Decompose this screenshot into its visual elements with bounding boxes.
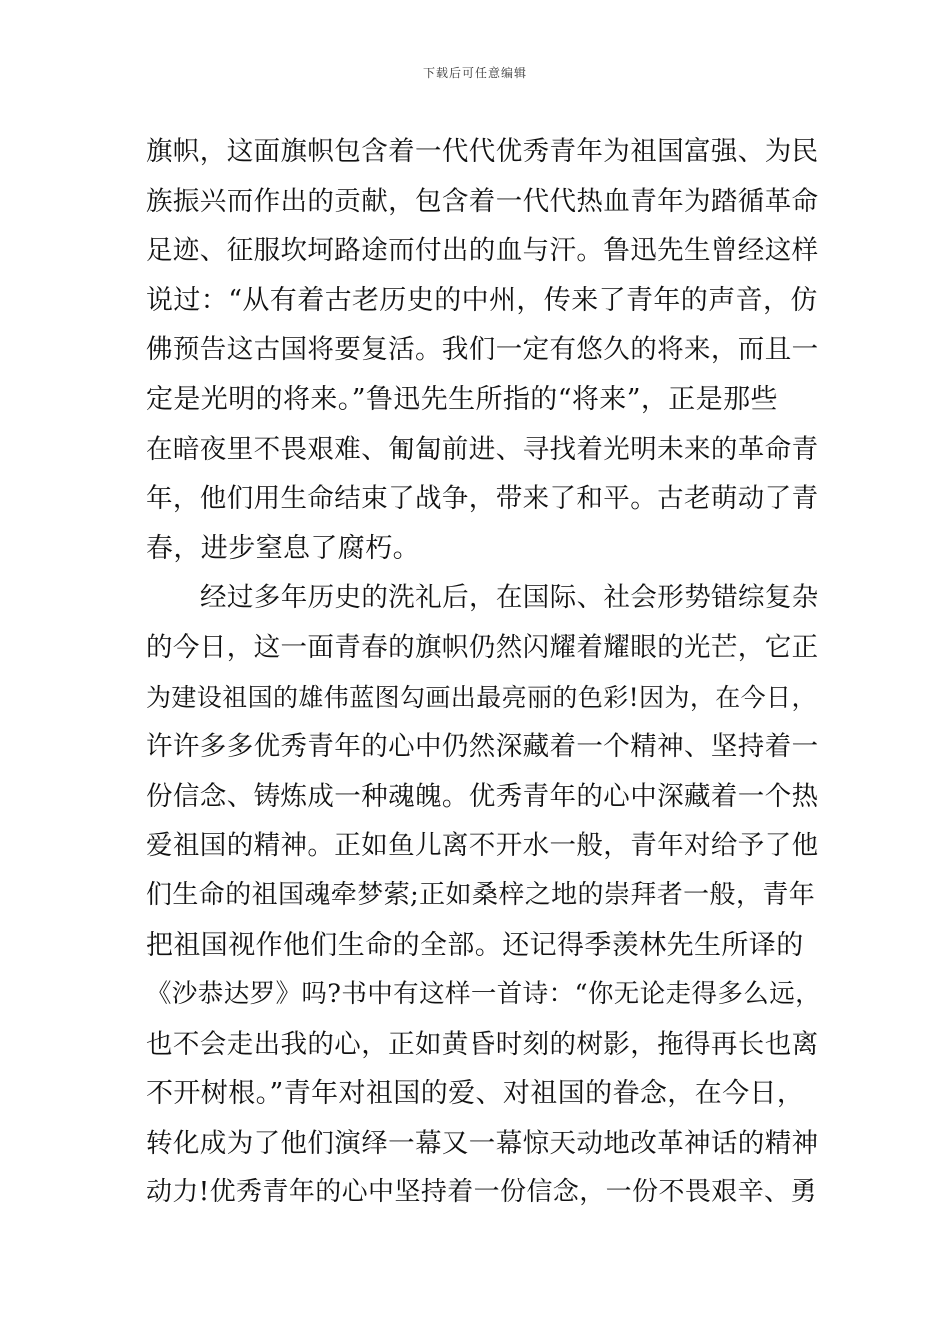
text-line: 年，他们用生命结束了战争，带来了和平。古老萌动了青 xyxy=(146,483,819,515)
text-line: 足迹、征服坎坷路途而付出的血与汗。鲁迅先生曾经这样 xyxy=(146,235,819,267)
text-line: 爱祖国的精神。正如鱼儿离不开水一般，青年对给予了他 xyxy=(146,830,819,862)
text-line: 佛预告这古国将要复活。我们一定有悠久的将来，而且一 xyxy=(146,334,819,366)
text-line: 族振兴而作出的贡献，包含着一代代热血青年为踏循革命 xyxy=(146,185,819,217)
text-line: 动力!优秀青年的心中坚持着一份信念，一份不畏艰辛、勇 xyxy=(146,1177,817,1208)
page-header: 下载后可任意编辑 xyxy=(422,66,527,80)
text-line: 说过：“从有着古老历史的中州，传来了青年的声音，仿 xyxy=(146,284,818,316)
text-line: 的今日，这一面青春的旗帜仍然闪耀着耀眼的光芒，它正 xyxy=(146,631,819,663)
paragraph-start-line: 经过多年历史的洗礼后，在国际、社会形势错综复杂 xyxy=(200,582,819,614)
text-line: 《沙恭达罗》吗?书中有这样一首诗：“你无论走得多么远， xyxy=(146,979,822,1010)
text-line: 转化成为了他们演绎一幕又一幕惊天动地改革神话的精神 xyxy=(146,1127,819,1159)
text-line: 定是光明的将来。”鲁迅先生所指的“将来”，正是那些 xyxy=(146,383,778,415)
text-line: 在暗夜里不畏艰难、匍匐前进、寻找着光明未来的革命青 xyxy=(146,433,819,465)
text-line: 也不会走出我的心，正如黄昏时刻的树影，拖得再长也离 xyxy=(146,1028,819,1060)
text-line: 为建设祖国的雄伟蓝图勾画出最亮丽的色彩!因为，在今日， xyxy=(146,682,817,712)
text-line: 把祖国视作他们生命的全部。还记得季羡林先生所译的 xyxy=(146,929,804,961)
text-line: 春，进步窒息了腐朽。 xyxy=(146,532,420,564)
text-line: 不开树根。”青年对祖国的爱、对祖国的眷念，在今日， xyxy=(146,1078,805,1110)
text-line: 们生命的祖国魂牵梦萦;正如桑梓之地的崇拜者一般，青年 xyxy=(146,879,816,910)
text-line: 份信念、铸炼成一种魂魄。优秀青年的心中深藏着一个热 xyxy=(146,780,819,812)
text-line: 旗帜，这面旗帜包含着一代代优秀青年为祖国富强、为民 xyxy=(146,136,819,167)
text-line: 许许多多优秀青年的心中仍然深藏着一个精神、坚持着一 xyxy=(146,731,819,763)
body-text xyxy=(146,127,826,1218)
